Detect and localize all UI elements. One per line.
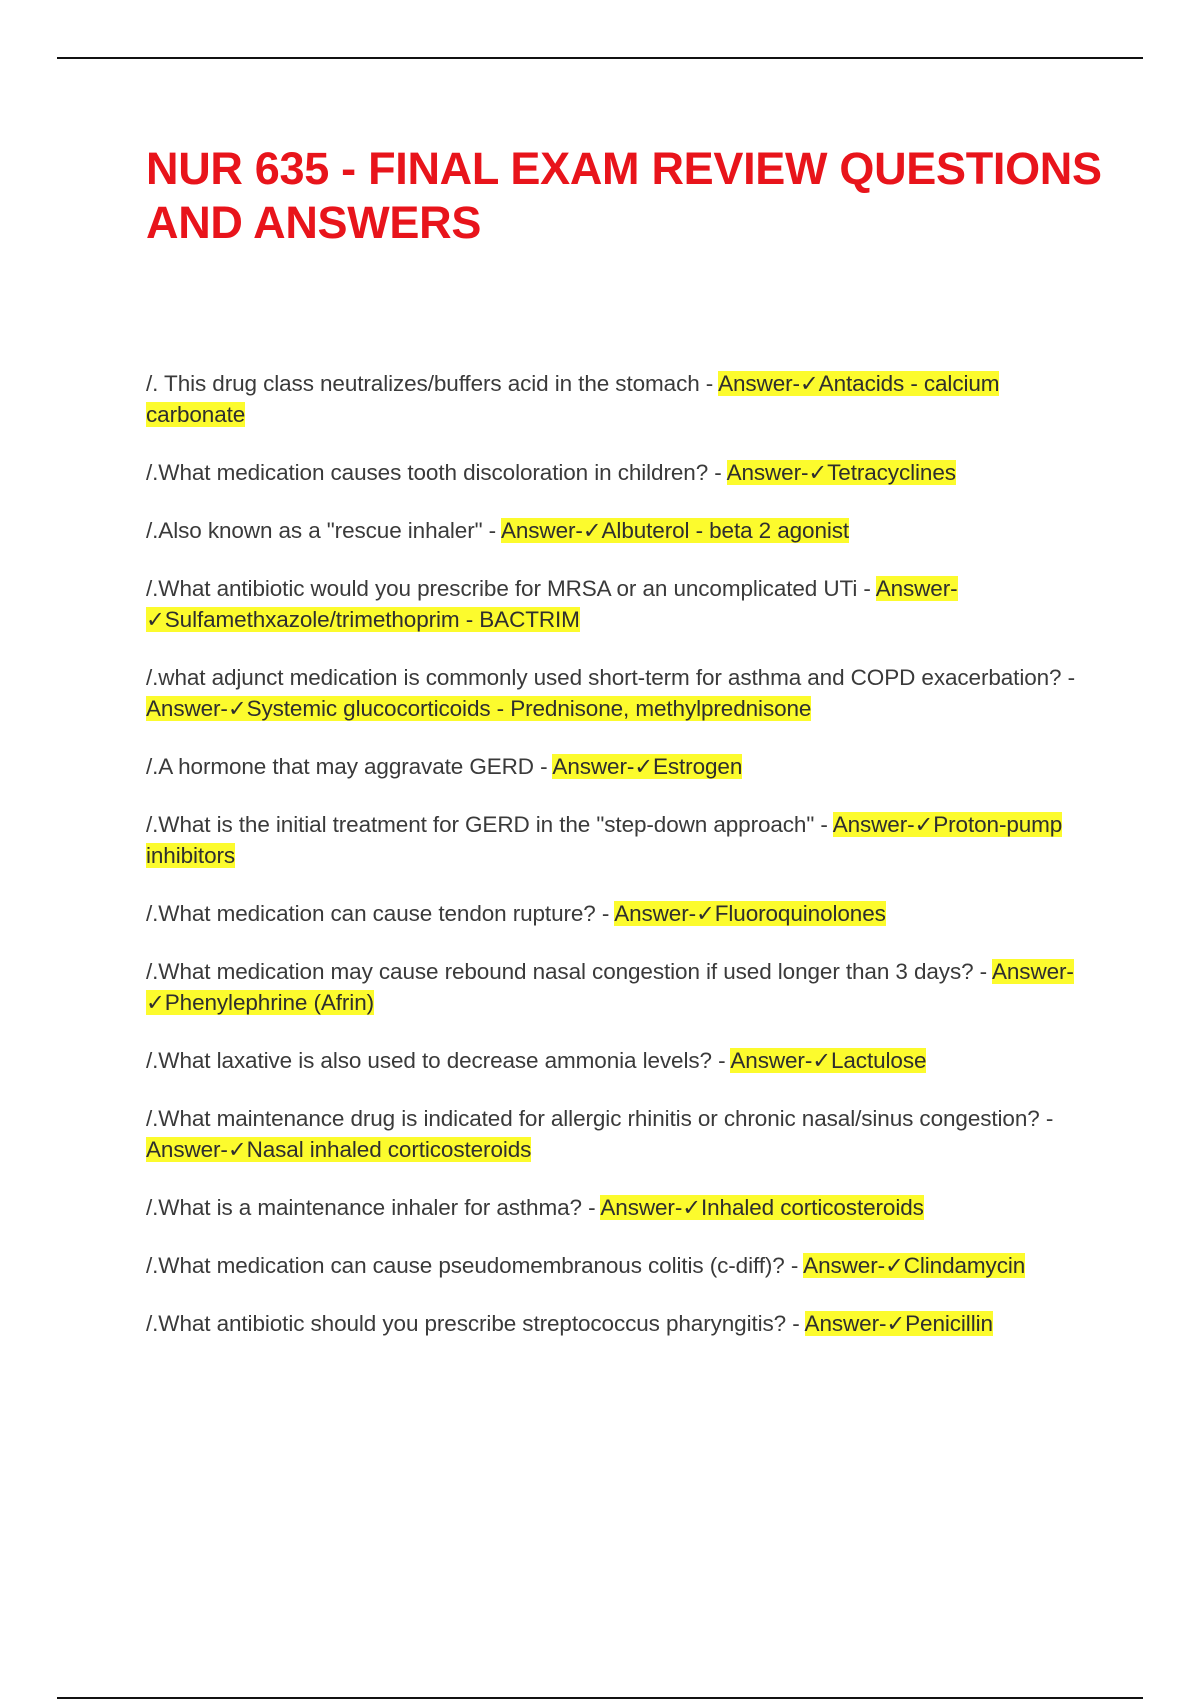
question-text: /.What antibiotic would you prescribe for MRSA or an uncomplicated UTi - (146, 576, 876, 601)
qa-item (146, 1103, 1086, 1165)
answer-highlight: Answer-✓Tetracyclines (726, 460, 956, 485)
answer-highlight: Answer-✓Clindamycin (803, 1253, 1026, 1278)
qa-item (146, 1045, 1086, 1076)
question-text: /.Also known as a "rescue inhaler" - (146, 518, 501, 543)
qa-item (146, 898, 1086, 929)
qa-list (146, 368, 1086, 1366)
qa-item (146, 368, 1086, 430)
question-text: /.What is the initial treatment for GERD in the "step-down approach" - (146, 812, 833, 837)
answer-highlight: Answer-✓Lactulose (730, 1048, 927, 1073)
footer-rule (57, 1697, 1143, 1699)
question-text: /.What is a maintenance inhaler for asthma? - (146, 1195, 601, 1220)
question-text: /.What maintenance drug is indicated for allergic rhinitis or chronic nasal/sinus congestion? - (146, 1106, 1054, 1131)
answer-highlight: Answer-✓Systemic glucocorticoids - Prednisone, methylprednisone (146, 696, 812, 721)
answer-highlight: Answer-✓Proton-pump inhibitors (146, 812, 1063, 868)
qa-item (146, 662, 1086, 724)
qa-item (146, 515, 1086, 546)
question-text: /.What medication can cause pseudomembranous colitis (c-diff)? - (146, 1253, 804, 1278)
qa-item (146, 956, 1086, 1018)
qa-item (146, 1192, 1086, 1223)
qa-item (146, 809, 1086, 871)
qa-item (146, 457, 1086, 488)
question-text: /. This drug class neutralizes/buffers acid in the stomach - (146, 371, 719, 396)
question-text: /.A hormone that may aggravate GERD - (146, 754, 553, 779)
question-text: /.What antibiotic should you prescribe streptococcus pharyngitis? - (146, 1311, 805, 1336)
answer-highlight: Answer-✓Antacids - calcium carbonate (146, 371, 1000, 427)
question-text: /.what adjunct medication is commonly used short-term for asthma and COPD exacerbation? - (146, 665, 1076, 690)
header-rule (57, 57, 1143, 59)
question-text: /.What medication causes tooth discoloration in children? - (146, 460, 727, 485)
answer-highlight: Answer-✓Fluoroquinolones (614, 901, 886, 926)
answer-highlight: Answer-✓Sulfamethxazole/trimethoprim - BACTRIM (146, 576, 958, 632)
answer-highlight: Answer-✓Phenylephrine (Afrin) (146, 959, 1074, 1015)
qa-item (146, 1250, 1086, 1281)
qa-item (146, 1308, 1086, 1339)
question-text: /.What laxative is also used to decrease ammonia levels? - (146, 1048, 731, 1073)
question-text: /.What medication can cause tendon rupture? - (146, 901, 615, 926)
answer-highlight: Answer-✓Estrogen (552, 754, 743, 779)
answer-highlight: Answer-✓Inhaled corticosteroids (600, 1195, 924, 1220)
qa-item (146, 573, 1086, 635)
question-text: /.What medication may cause rebound nasal congestion if used longer than 3 days? - (146, 959, 992, 984)
document-title: NUR 635 - FINAL EXAM REVIEW QUESTIONS AND ANSWERS (146, 143, 1102, 248)
answer-highlight: Answer-✓Penicillin (804, 1311, 993, 1336)
answer-highlight: Answer-✓Nasal inhaled corticosteroids (146, 1137, 532, 1162)
answer-highlight: Answer-✓Albuterol - beta 2 agonist (500, 518, 850, 543)
qa-item (146, 751, 1086, 782)
